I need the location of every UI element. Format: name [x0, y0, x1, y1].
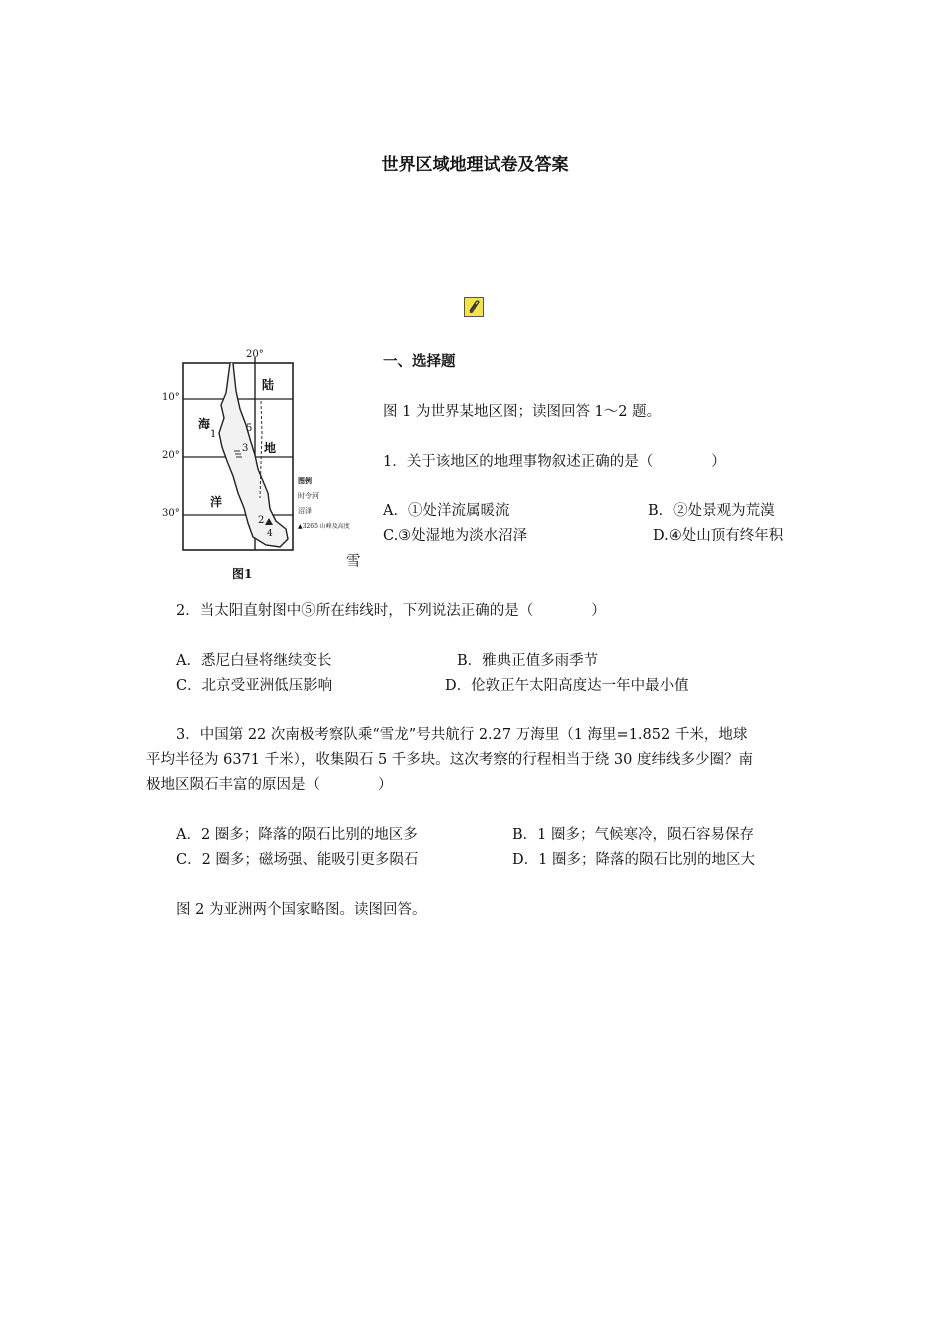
question-1-stem: 1．关于该地区的地理事物叙述正确的是（ ） [383, 454, 726, 470]
section-heading: 一、选择题 [383, 353, 456, 370]
longitude-label: 20° [246, 349, 264, 360]
q1-option-d: D.④处山顶有终年积 [653, 528, 784, 544]
clip-icon [464, 297, 484, 317]
q1-option-c: C.③处湿地为淡水沼泽 [383, 528, 528, 544]
legend-river: 时令河 [298, 492, 319, 500]
land-label-1: 陆 [262, 378, 275, 392]
question-3-line-1: 3．中国第 22 次南极考察队乘“雪龙”号共航行 2.27 万海里（1 海里=1.852 千米，地球 [176, 727, 748, 743]
marker-4: 4 [267, 529, 273, 539]
page-title: 世界区域地理试卷及答案 [381, 155, 569, 175]
legend-peak: ▲3265 山峰及高度 [298, 523, 350, 530]
question-3-line-2: 平均半径为 6371 千米），收集陨石 5 千多块。这次考察的行程相当于绕 30 度纬线多少圈？南 [146, 752, 753, 768]
marker-2: 2 [258, 515, 265, 526]
land-label-2: 地 [264, 441, 277, 455]
figure-1-map [158, 343, 353, 583]
intro-figure-2: 图 2 为亚洲两个国家略图。读图回答。 [176, 902, 427, 918]
q3-option-b: B．1 圈多；气候寒冷，陨石容易保存 [512, 827, 754, 843]
marker-5: 5 [246, 423, 253, 434]
intro-figure-1: 图 1 为世界某地区图；读图回答 1～2 题。 [383, 404, 662, 420]
q1-option-b: B．②处景观为荒漠 [648, 503, 775, 519]
sea-label-2: 洋 [210, 495, 223, 509]
q3-option-c: C．2 圈多；磁场强、能吸引更多陨石 [176, 852, 419, 868]
question-3-line-3: 极地区陨石丰富的原因是（ ） [146, 777, 393, 793]
q1-option-a: A．①处洋流属暖流 [383, 503, 510, 519]
figure-1-caption: 图1 [232, 567, 253, 581]
legend-title: 图例 [298, 476, 312, 485]
lat-label-30: 30° [162, 508, 180, 519]
q1-option-d-continued: 雪 [346, 554, 361, 570]
legend-swamp: 沼泽 [298, 507, 312, 515]
sea-label-1: 海 [198, 417, 211, 431]
lat-label-20: 20° [162, 450, 180, 461]
q2-option-b: B．雅典正值多雨季节 [457, 653, 599, 669]
q2-option-d: D．伦敦正午太阳高度达一年中最小值 [445, 678, 689, 694]
lat-label-10: 10° [162, 392, 180, 403]
q3-option-a: A．2 圈多；降落的陨石比别的地区多 [176, 827, 418, 843]
q2-option-a: A．悉尼白昼将继续变长 [176, 653, 332, 669]
question-2-stem: 2．当太阳直射图中⑤所在纬线时，下列说法正确的是（ ） [176, 603, 606, 619]
marker-3: 3 [242, 443, 249, 454]
q2-option-c: C．北京受亚洲低压影响 [176, 678, 333, 694]
marker-1: 1 [210, 429, 217, 440]
q3-option-d: D．1 圈多；降落的陨石比别的地区大 [512, 852, 755, 868]
